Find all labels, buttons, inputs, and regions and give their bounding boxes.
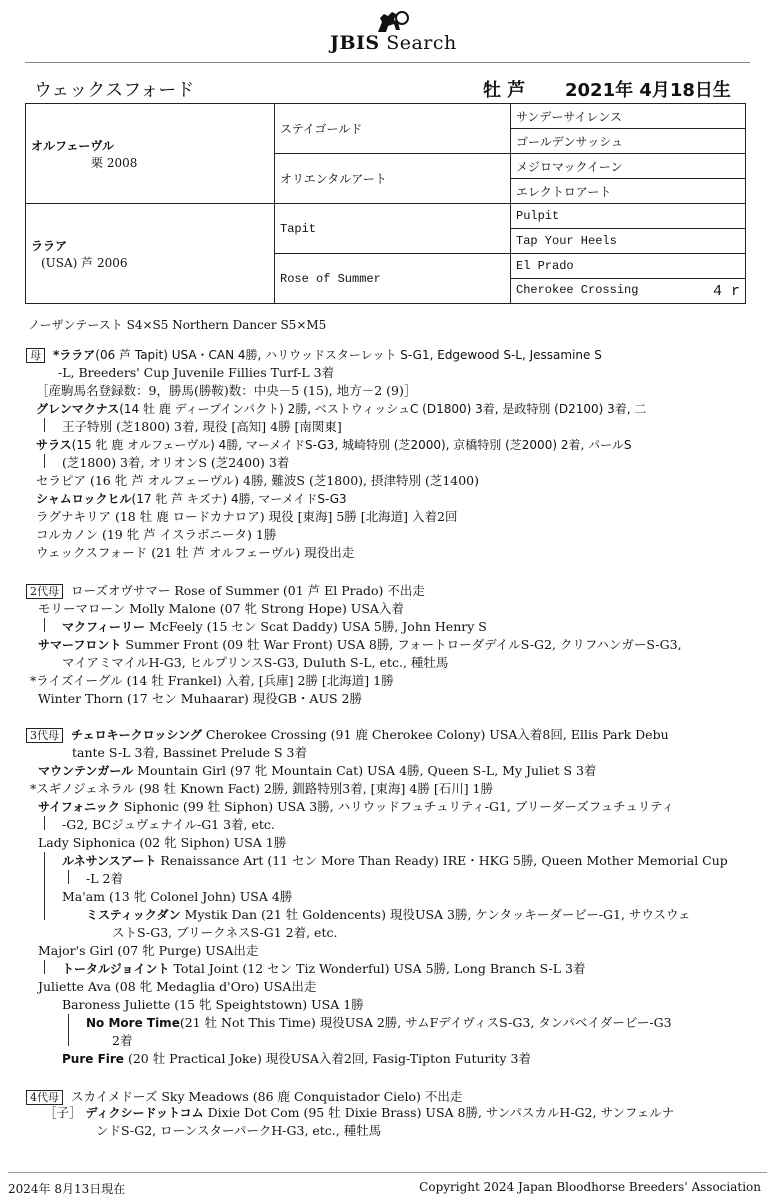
list-item: Juliette Ava (08 牝 Medaglia d'Oro) USA出走	[38, 979, 317, 994]
line-text: Dixie Dot Com (95 牡 Dixie Brass) USA 8勝, サンパスカルH-G2, サンフェルナ	[207, 1105, 675, 1120]
list-item	[62, 852, 728, 870]
dam-dam-cell[interactable]: Rose of Summer	[275, 254, 511, 304]
line-text: Cherokee Crossing (91 鹿 Cherokee Colony) USA入着8回, Ellis Park Debu	[205, 727, 669, 742]
line-text: (20 牡 Practical Joke) 現役USA入着2回, Fasig-Tipton Futurity 3着	[127, 1051, 531, 1066]
list-item: Baroness Juliette (15 牝 Speightstown) USA 1勝	[62, 997, 364, 1012]
sire-cell[interactable]	[26, 104, 275, 204]
list-item: *スギノジェネラル (98 牡 Known Fact) 2勝, 釧路特別3着, [東海] 4勝 [石川] 1勝	[30, 781, 493, 796]
progeny-link[interactable]: サイフォニック	[38, 800, 120, 814]
list-item: Lady Siphonica (02 牝 Siphon) USA 1勝	[38, 835, 287, 850]
jbis-logo[interactable]	[320, 8, 470, 58]
list-item: ラグナキリア (18 牡 鹿 ロードカナロア) 現役 [東海] 5勝 [北海道] 入着2回	[36, 509, 458, 524]
tree-bar	[68, 1014, 69, 1046]
dam-cell[interactable]	[26, 204, 275, 304]
list-item	[62, 618, 487, 636]
list-item	[36, 436, 631, 454]
line-cont: 2着	[112, 1033, 133, 1048]
pedigree-table	[25, 103, 746, 304]
dd-sire-cell[interactable]: El Prado	[511, 254, 746, 279]
list-item: *ライズイーグル (14 牡 Frankel) 入着, [兵庫] 2勝 [北海道] 1勝	[30, 673, 394, 688]
progeny-link[interactable]: チェロキークロッシング	[71, 728, 202, 742]
list-item	[62, 1050, 531, 1068]
line-cont: tante S-L 3着, Bassinet Prelude S 3着	[72, 745, 307, 760]
g3-tag: 3代母	[26, 728, 63, 743]
line-cont: 王子特別 (芝1800) 3着, 現役 [高知] 4勝 [南関東]	[62, 419, 342, 434]
line-text: Mountain Girl (97 牝 Mountain Cat) USA 4勝, Queen S-L, My Juliet S 3着	[137, 763, 597, 778]
horse-name: ウェックスフォード	[34, 80, 195, 101]
dam-tag: 母	[26, 348, 45, 363]
tree-bar	[44, 618, 45, 632]
line-text: (21 牡 Not This Time) 現役USA 2勝, サムFデイヴィスS-G3, タンパベイダービー-G3	[179, 1015, 672, 1030]
header-rule	[25, 62, 750, 63]
list-item: Major's Girl (07 牝 Purge) USA出走	[38, 943, 259, 958]
sd-dam-cell[interactable]: エレクトロアート	[511, 179, 746, 204]
list-item: Ma'am (13 牝 Colonel John) USA 4勝	[62, 889, 293, 904]
dam-name: ララア	[31, 238, 68, 253]
line-cont: -L 2着	[86, 871, 123, 886]
sire-sire-cell[interactable]: ステイゴールド	[275, 104, 511, 154]
progeny-link[interactable]: サマーフロント	[38, 638, 122, 652]
line-text: (14 牡 鹿 ディープインパクト) 2勝, ベストウィッシュC (D1800) 3着, 是政特別 (D2100) 3着, 二	[119, 402, 647, 416]
ss-dam-cell[interactable]: ゴールデンサッシュ	[511, 129, 746, 154]
list-item	[44, 1104, 674, 1122]
list-item	[26, 582, 425, 600]
line-text: ローズオヴサマー Rose of Summer (01 芦 El Prado) 不出走	[71, 583, 425, 598]
sire-name: オルフェーヴル	[31, 138, 115, 153]
ss-sire-cell[interactable]: サンデーサイレンス	[511, 104, 746, 129]
family-number: 4 r	[712, 282, 740, 300]
sire-detail: 栗 2008	[91, 155, 138, 170]
line-text: スカイメドーズ Sky Meadows (86 鹿 Conquistador Cielo) 不出走	[71, 1089, 463, 1104]
line-cont: ンドS-G2, ローンスターパークH-G3, etc., 種牡馬	[96, 1123, 382, 1138]
list-item	[36, 490, 347, 508]
progeny-link[interactable]: マウンテンガール	[38, 764, 134, 778]
logo-text-jbis: JBIS	[330, 32, 380, 54]
g2-tag: 2代母	[26, 584, 63, 599]
list-item	[26, 726, 669, 744]
ds-dam-cell[interactable]: Tap Your Heels	[511, 229, 746, 254]
progeny-link[interactable]: マクフィーリー	[62, 620, 146, 634]
progeny-stats: ［産駒馬名登録数：9，勝馬(勝鞍)数：中央－5 (15), 地方－2 (9)］	[36, 383, 417, 398]
line-cont: マイアミマイルH-G3, ヒルプリンスS-G3, Duluth S-L, etc., 種牡馬	[62, 655, 449, 670]
footer-copyright: Copyright 2024 Japan Bloodhorse Breeders' Association	[419, 1180, 761, 1194]
list-item	[86, 1014, 672, 1032]
dam-detail: (USA) 芦 2006	[41, 255, 128, 270]
horse-birthdate: 2021年 4月18日生	[565, 80, 731, 101]
line-text: Summer Front (09 牡 War Front) USA 8勝, フォートローダデイルS-G2, クリフハンガーS-G3,	[125, 637, 682, 652]
line-text: McFeely (15 セン Scat Daddy) USA 5勝, John Henry S	[149, 619, 487, 634]
dd-dam-cell[interactable]	[511, 279, 746, 304]
line-cont: ストS-G3, ブリークネスS-G1 2着, etc.	[112, 925, 338, 940]
dam-sire-cell[interactable]: Tapit	[275, 204, 511, 254]
list-item	[38, 636, 682, 654]
tree-bar	[44, 454, 45, 468]
horse-sex-color: 牡 芦	[483, 80, 526, 101]
line-cont: -G2, BCジュヴェナイル-G1 3着, etc.	[62, 817, 275, 832]
progeny-link[interactable]: グレンマクナス	[36, 402, 120, 416]
line-text: Mystik Dan (21 牡 Goldencents) 現役USA 3勝, ケンタッキーダービー-G1, サウスウェ	[184, 907, 691, 922]
progeny-link[interactable]: Pure Fire	[62, 1052, 124, 1066]
footer-date: 2024年 8月13日現在	[8, 1182, 126, 1196]
list-item	[36, 400, 646, 418]
g4-tag: 4代母	[26, 1090, 63, 1105]
line-text: Renaissance Art (11 セン More Than Ready) IRE・HKG 5勝, Queen Mother Memorial Cup	[160, 853, 728, 868]
list-item	[26, 346, 602, 364]
progeny-link[interactable]: No More Time	[86, 1016, 180, 1030]
progeny-link[interactable]: ルネサンスアート	[62, 854, 157, 868]
tree-bar	[44, 418, 45, 432]
logo-text-search: Search	[386, 32, 457, 54]
child-tag: ［子］	[44, 1105, 82, 1120]
list-item	[38, 762, 596, 780]
progeny-link[interactable]: ミスティックダン	[86, 908, 181, 922]
sd-sire-cell[interactable]: メジロマックイーン	[511, 154, 746, 179]
list-item: セラピア (16 牝 芦 オルフェーヴル) 4勝, 難波S (芝1800), 摂津特別 (芝1400)	[36, 473, 480, 488]
progeny-link[interactable]: ディクシードットコム	[85, 1106, 204, 1120]
inbreeding-line: ノーザンテースト S4×S5 Northern Dancer S5×M5	[28, 318, 327, 332]
line-text: Total Joint (12 セン Tiz Wonderful) USA 5勝, Long Branch S-L 3着	[173, 961, 586, 976]
sire-dam-cell[interactable]: オリエンタルアート	[275, 154, 511, 204]
line-text: (06 芦 Tapit) USA・CAN 4勝, ハリウッドスターレット S-G1, Edgewood S-L, Jessamine S	[95, 348, 602, 362]
progeny-link[interactable]: サラス	[36, 438, 72, 452]
list-item: Winter Thorn (17 セン Muhaarar) 現役GB・AUS 2勝	[38, 691, 362, 706]
line-text: (17 牝 芦 キズナ) 4勝, マーメイドS-G3	[131, 492, 347, 506]
dam-name-link[interactable]: *ララア	[53, 348, 96, 362]
ds-sire-cell[interactable]: Pulpit	[511, 204, 746, 229]
list-item: コルカノン (19 牝 芦 イスラボニータ) 1勝	[36, 527, 277, 542]
tree-bar	[44, 816, 45, 830]
line-cont: (芝1800) 3着, オリオンS (芝2400) 3着	[62, 455, 290, 470]
dd-dam-name: Cherokee Crossing	[516, 282, 639, 297]
progeny-link[interactable]: シャムロックヒル	[36, 492, 132, 506]
list-item: モリーマローン Molly Malone (07 牝 Strong Hope) USA入着	[38, 601, 404, 616]
line-text: Siphonic (99 牡 Siphon) USA 3勝, ハリウッドフュチュリティ-G1, ブリーダーズフュチュリティ	[123, 799, 675, 814]
list-item: ウェックスフォード (21 牡 芦 オルフェーヴル) 現役出走	[36, 545, 355, 560]
list-item	[38, 798, 674, 816]
footer-rule	[8, 1172, 767, 1173]
list-item	[86, 906, 691, 924]
list-item	[62, 960, 585, 978]
tree-bar	[68, 870, 69, 884]
line-text: (15 牝 鹿 オルフェーヴル) 4勝, マーメイドS-G3, 城崎特別 (芝2000), 京橋特別 (芝2000) 2着, パールS	[71, 438, 632, 452]
line-cont: -L, Breeders' Cup Juvenile Fillies Turf-L 3着	[58, 365, 335, 380]
tree-bar	[44, 960, 45, 974]
progeny-link[interactable]: トータルジョイント	[62, 962, 170, 976]
tree-bar	[44, 852, 45, 920]
